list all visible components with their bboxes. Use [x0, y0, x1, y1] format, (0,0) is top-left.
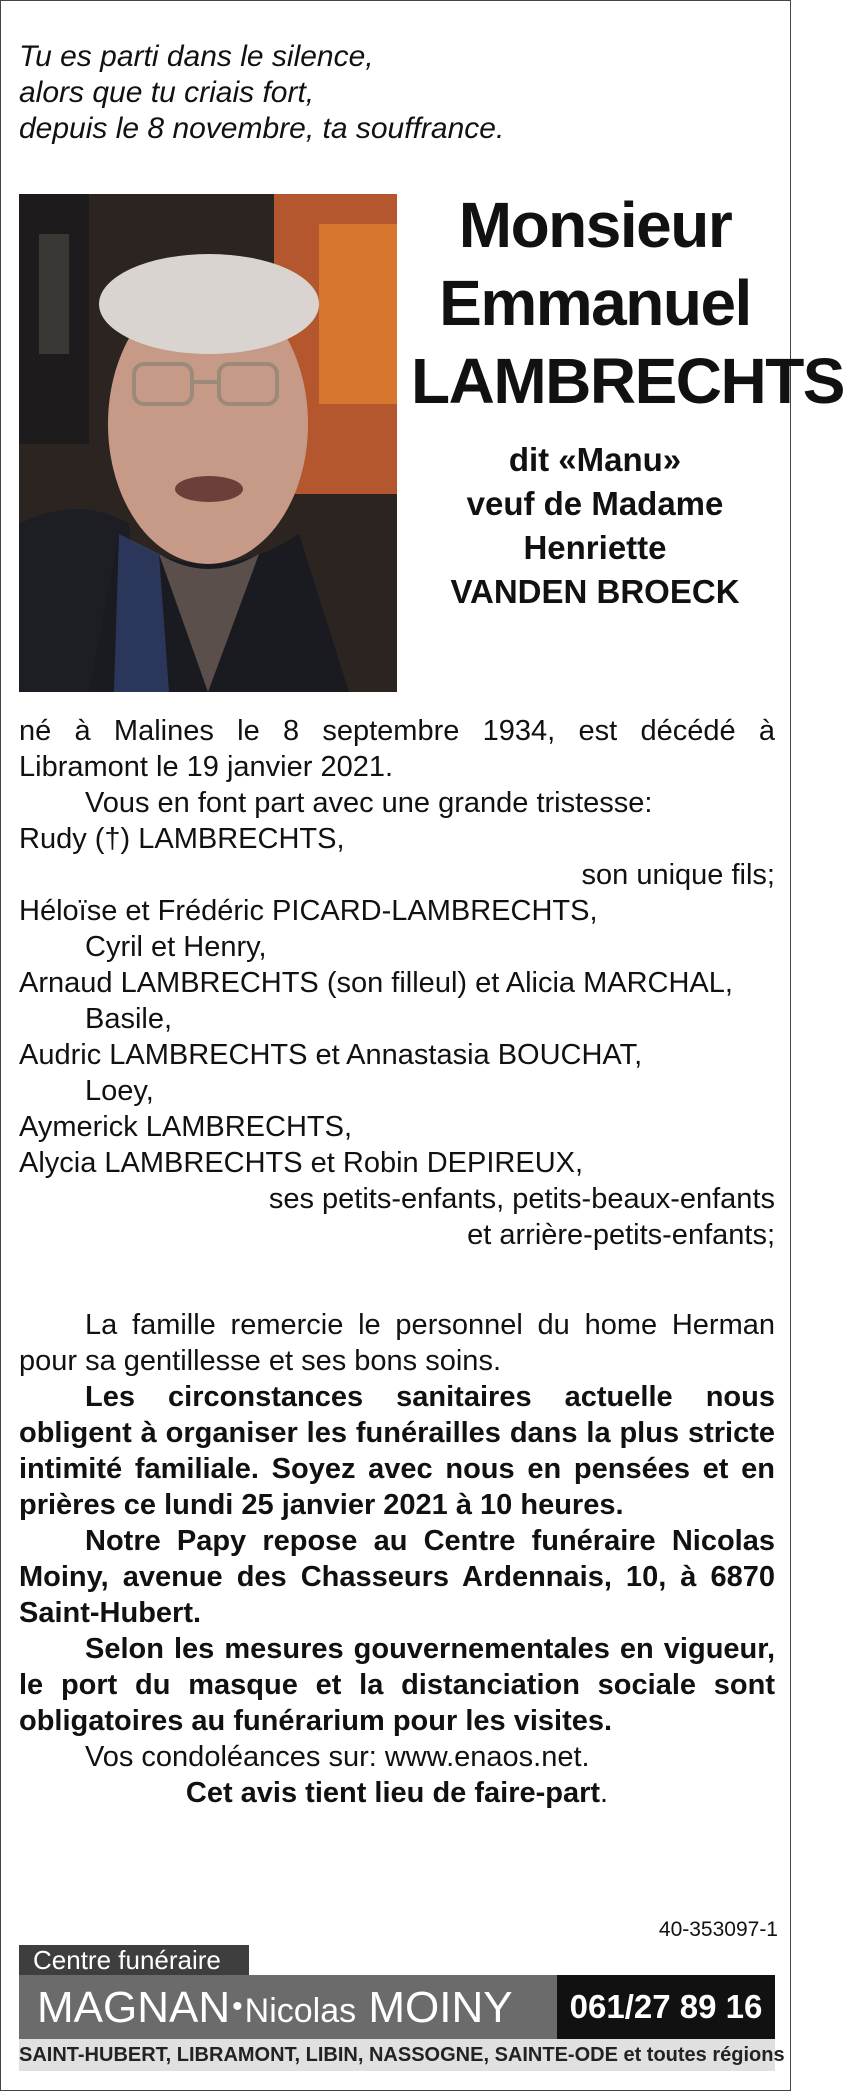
bullet-separator: •: [232, 1990, 243, 2023]
deceased-name-block: [411, 186, 844, 614]
family-line: Basile,: [85, 1003, 173, 1035]
intro-paragraph: né à Malines le 8 septembre 1934, est décédé à Libramont le 19 janvier 2021.: [19, 715, 775, 783]
condolences-line: Vos condoléances sur: www.enaos.net.: [85, 1741, 590, 1773]
name-magnan: MAGNAN: [37, 1983, 231, 2032]
family-line: Rudy (†) LAMBRECHTS,: [19, 823, 345, 855]
funeral-home-footer: [19, 1975, 785, 2071]
circumstances-paragraph: Les circonstances sanitaires actuelle nous obligent à organiser les funérailles dans la plus stricte intimité familiale. Soyez avec nous en pensées et en prières ce lundi 25 janvier 2021 à 10 heures.: [19, 1381, 775, 1521]
family-line: Héloïse et Frédéric PICARD-LAMBRECHTS,: [19, 895, 598, 927]
civility: Monsieur: [458, 189, 732, 261]
family-line: ses petits-enfants, petits-beaux-enfants: [268, 1183, 775, 1215]
family-line: Aymerick LAMBRECHTS,: [19, 1111, 353, 1143]
widower-line: veuf de Madame: [466, 485, 724, 522]
spouse-first-name: Henriette: [523, 529, 667, 566]
family-line: son unique fils;: [581, 859, 775, 891]
notice-line: [19, 1775, 775, 1811]
service-areas: SAINT-HUBERT, LIBRAMONT, LIBIN, NASSOGNE, SAINTE-ODE et toutes régions: [19, 2044, 785, 2066]
family-line: et arrière-petits-enfants;: [467, 1219, 775, 1251]
poem-line: Tu es parti dans le silence,: [19, 40, 374, 73]
notice-text: Cet avis tient lieu de faire-part: [185, 1777, 601, 1809]
first-name: Emmanuel: [439, 267, 751, 339]
notice-end: .: [600, 1777, 609, 1809]
reference-number: 40-353097-1: [658, 1918, 778, 1941]
family-list: [19, 821, 775, 1253]
spouse-last-name: VANDEN BROECK: [450, 573, 740, 610]
resting-place-paragraph: Notre Papy repose au Centre funéraire Nicolas Moiny, avenue des Chasseurs Ardennais, 10, à 6870 Saint-Hubert.: [19, 1525, 775, 1629]
nickname: dit «Manu»: [508, 441, 682, 478]
poem-line: depuis le 8 novembre, ta souffrance.: [19, 112, 505, 145]
family-line: Loey,: [85, 1075, 154, 1107]
family-line: Alycia LAMBRECHTS et Robin DEPIREUX,: [19, 1147, 584, 1179]
name-moiny: MOINY: [368, 1983, 513, 2032]
funeral-home-name: [37, 1979, 513, 2039]
funeral-home-label: Centre funéraire: [19, 1945, 249, 1975]
thanks-paragraph: La famille remercie le personnel du home Herman pour sa gentillesse et ses bons soins.: [19, 1309, 775, 1377]
notice-body: [19, 713, 775, 1811]
family-line: Arnaud LAMBRECHTS (son filleul) et Alicia MARCHAL,: [19, 967, 733, 999]
phone-number: 061/27 89 16: [557, 1975, 775, 2039]
poem-line: alors que tu criais fort,: [19, 76, 315, 109]
family-line: Audric LAMBRECHTS et Annastasia BOUCHAT,: [19, 1039, 643, 1071]
announce-line: Vous en font part avec une grande tristesse:: [85, 787, 653, 819]
portrait-photo: [19, 194, 397, 692]
name-nicolas: Nicolas: [244, 1992, 357, 2030]
poem: [19, 39, 504, 147]
family-line: Cyril et Henry,: [85, 931, 267, 963]
last-name: LAMBRECHTS: [411, 345, 844, 417]
measures-paragraph: Selon les mesures gouvernementales en vigueur, le port du masque et la distanciation sociale sont obligatoires au funérarium pour les visites.: [19, 1633, 775, 1737]
